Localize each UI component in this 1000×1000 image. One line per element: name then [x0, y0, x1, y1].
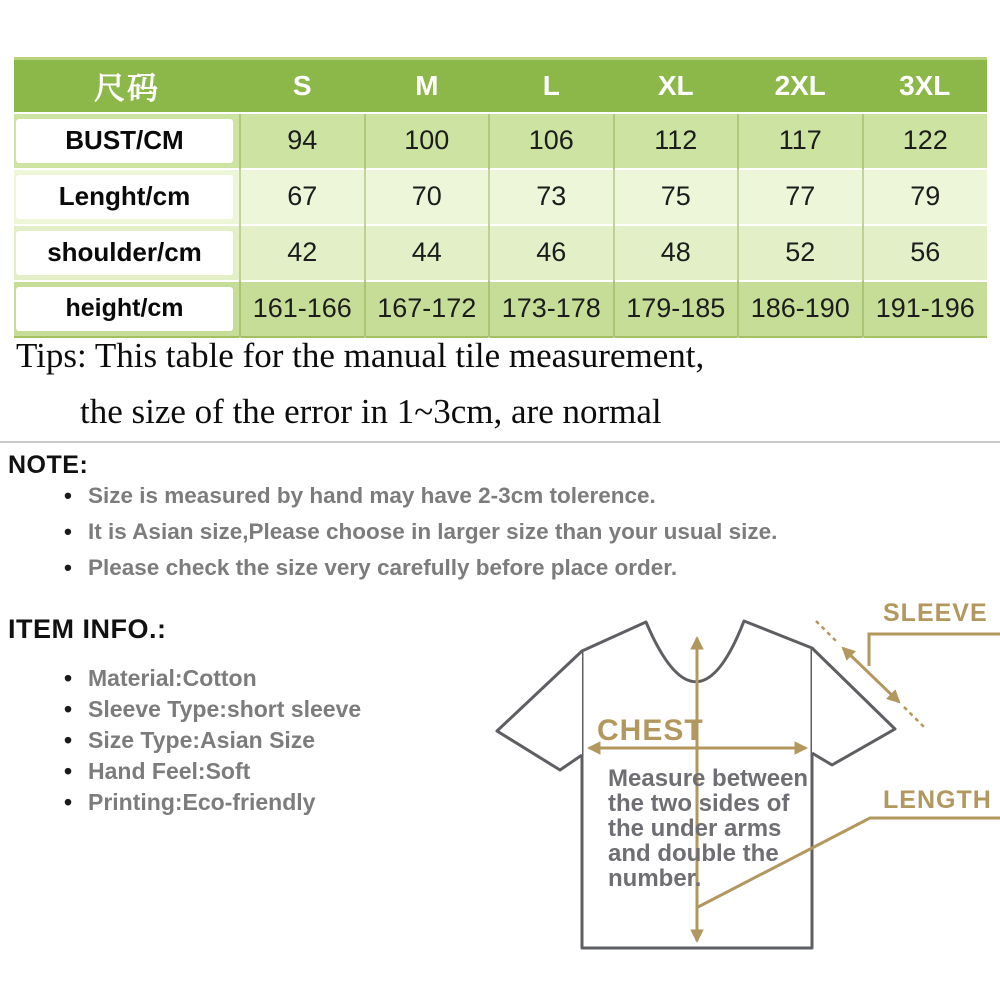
svg-text:and double the: and double the — [608, 840, 779, 867]
cell-length-s: 67 — [240, 169, 365, 225]
cell-length-xl: 75 — [614, 169, 739, 225]
tips-line-2: the size of the error in 1~3cm, are normal — [80, 392, 662, 431]
cell-height-s: 161-166 — [240, 281, 365, 337]
svg-text:the under arms: the under arms — [608, 815, 782, 842]
cell-length-2xl: 77 — [738, 169, 863, 225]
header-cell-3xl: 3XL — [863, 59, 988, 113]
note-bullet-asian-size: • It is Asian size,Please choose in larger size than your usual size. — [62, 519, 777, 545]
header-cell-xl: XL — [614, 59, 739, 113]
item-bullet-size-type: • Size Type:Asian Size — [62, 728, 361, 752]
header-cell-2xl: 2XL — [738, 59, 863, 113]
cell-shoulder-xl: 48 — [614, 225, 739, 281]
cell-bust-xl: 112 — [614, 113, 739, 169]
cell-height-3xl: 191-196 — [863, 281, 988, 337]
row-label-height: height/cm — [16, 287, 233, 331]
cell-shoulder-2xl: 52 — [738, 225, 863, 281]
sleeve-callout-line — [869, 634, 1000, 666]
table-row-shoulder — [14, 225, 987, 281]
cell-shoulder-s: 42 — [240, 225, 365, 281]
cell-height-2xl: 186-190 — [738, 281, 863, 337]
row-label-shoulder: shoulder/cm — [16, 231, 233, 275]
header-cell-s: S — [240, 59, 365, 113]
cell-shoulder-m: 44 — [365, 225, 490, 281]
svg-text:number.: number. — [608, 865, 702, 892]
note-bullet-check-size: • Please check the size very carefully before place order. — [62, 555, 777, 581]
note-bullet-list — [62, 483, 777, 591]
cell-bust-s: 94 — [240, 113, 365, 169]
cell-bust-3xl: 122 — [863, 113, 988, 169]
cell-length-3xl: 79 — [863, 169, 988, 225]
cell-shoulder-l: 46 — [489, 225, 614, 281]
svg-text:the two sides of: the two sides of — [608, 790, 790, 817]
length-label: LENGTH — [883, 786, 992, 814]
cell-bust-m: 100 — [365, 113, 490, 169]
item-bullet-material: • Material:Cotton — [62, 666, 361, 690]
cell-height-m: 167-172 — [365, 281, 490, 337]
size-table-header-row — [14, 59, 987, 113]
cell-height-xl: 179-185 — [614, 281, 739, 337]
size-table — [14, 57, 987, 338]
row-label-length: Lenght/cm — [16, 175, 233, 219]
tshirt-measurement-diagram — [470, 585, 1000, 1000]
sleeve-label: SLEEVE — [883, 599, 988, 627]
cell-bust-2xl: 117 — [738, 113, 863, 169]
item-bullet-printing: • Printing:Eco-friendly — [62, 790, 361, 814]
header-cell-size-cn: 尺码 — [14, 59, 240, 113]
tips-line-1: Tips: This table for the manual tile measurement, — [16, 336, 705, 375]
row-label-bust: BUST/CM — [16, 119, 233, 163]
item-info-bullet-list — [62, 666, 361, 821]
item-bullet-hand-feel: • Hand Feel:Soft — [62, 759, 361, 783]
chest-label: CHEST — [597, 714, 704, 747]
cell-height-l: 173-178 — [489, 281, 614, 337]
cell-length-l: 73 — [489, 169, 614, 225]
table-row-height — [14, 281, 987, 337]
section-divider — [0, 441, 1000, 443]
item-info-heading: ITEM INFO.: — [8, 614, 167, 644]
item-bullet-sleeve-type: • Sleeve Type:short sleeve — [62, 697, 361, 721]
table-row-bust — [14, 113, 987, 169]
cell-shoulder-3xl: 56 — [863, 225, 988, 281]
header-cell-m: M — [365, 59, 490, 113]
note-bullet-tolerance: • Size is measured by hand may have 2-3cm tolerence. — [62, 483, 777, 509]
table-row-length — [14, 169, 987, 225]
header-cell-l: L — [489, 59, 614, 113]
svg-text:Measure between: Measure between — [608, 765, 809, 792]
cell-bust-l: 106 — [489, 113, 614, 169]
note-heading: NOTE: — [8, 451, 89, 479]
cell-length-m: 70 — [365, 169, 490, 225]
